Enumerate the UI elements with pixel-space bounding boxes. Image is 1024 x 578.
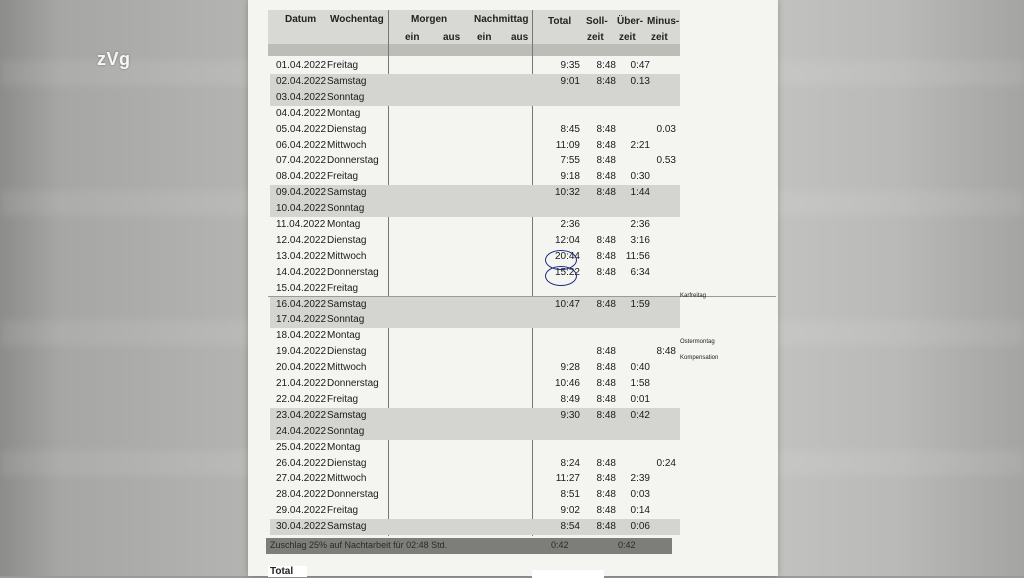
weekday-cell: Freitag <box>327 60 359 71</box>
total-cell: 12:04 <box>554 234 580 246</box>
note-kompensation: Kompensation <box>680 355 719 361</box>
summary-uber: 0:42 <box>618 540 636 550</box>
weekday-cell: Freitag <box>327 282 359 294</box>
total-cell: 9:02 <box>560 505 580 517</box>
date-cell: 27.04.2022 <box>276 473 327 485</box>
weekday-cell: Sonntag <box>327 425 365 437</box>
weekday-cell: Donnerstag <box>327 155 379 167</box>
uber-cell: 1:44 <box>630 187 650 199</box>
weekday-cell: Donnerstag <box>327 378 379 389</box>
header-minus: Minus- <box>647 16 680 27</box>
uber-cell: 2:39 <box>630 473 650 485</box>
header-ein-morgen: ein <box>405 32 420 43</box>
date-cell: 04.04.2022 <box>276 107 327 119</box>
total-cell: 9:28 <box>560 362 580 374</box>
soll-cell: 8:48 <box>596 505 616 517</box>
summary-label: Zuschlag 25% auf Nachtarbeit für 02:48 Std. <box>270 540 448 550</box>
weekday-cell: Samstag <box>327 521 367 533</box>
table-row <box>270 312 680 328</box>
soll-cell: 8:48 <box>596 171 616 183</box>
date-cell: 22.04.2022 <box>276 393 327 405</box>
date-cell: 15.04.2022 <box>276 282 327 294</box>
soll-cell: 8:48 <box>596 346 616 358</box>
table-row <box>270 265 680 281</box>
header-wochentag: Wochentag <box>330 14 384 25</box>
date-cell: 06.04.2022 <box>276 139 327 151</box>
uber-cell: 0:14 <box>630 505 650 517</box>
minus-cell: 0:24 <box>656 457 676 469</box>
soll-cell: 8:48 <box>596 521 616 533</box>
header-aus-nachmittag: aus <box>511 32 529 43</box>
weekday-cell: Montag <box>327 107 361 119</box>
date-cell: 13.04.2022 <box>276 250 327 262</box>
weekday-cell: Donnerstag <box>327 266 379 278</box>
table-row <box>270 297 680 313</box>
soll-cell: 8:48 <box>596 457 616 469</box>
weekday-cell: Freitag <box>327 393 359 405</box>
date-cell: 02.04.2022 <box>276 75 327 87</box>
total-cell: 7:55 <box>560 155 580 167</box>
header-total: Total <box>548 16 572 27</box>
soll-cell: 8:48 <box>596 234 616 246</box>
date-cell: 24.04.2022 <box>276 425 327 437</box>
total-cell: 10:32 <box>554 187 580 199</box>
header-aus-morgen: aus <box>443 32 461 43</box>
table-row <box>270 519 680 535</box>
table-row <box>270 328 680 344</box>
total-value-box <box>532 570 604 578</box>
table-row <box>270 487 680 503</box>
note-karfreitag: Karfreitag <box>680 293 707 299</box>
table-row <box>270 122 680 138</box>
soll-cell: 8:48 <box>596 409 616 421</box>
uber-cell: 0.13 <box>630 75 650 87</box>
date-cell: 20.04.2022 <box>276 362 327 374</box>
uber-cell: 1:58 <box>630 378 650 389</box>
total-cell: 9:35 <box>560 60 580 71</box>
soll-cell: 8:48 <box>596 393 616 405</box>
table-row <box>270 456 680 472</box>
weekday-cell: Dienstag <box>327 234 367 246</box>
weekday-cell: Sonntag <box>327 314 365 326</box>
header-minus-zeit: zeit <box>651 32 668 43</box>
date-cell: 25.04.2022 <box>276 441 327 453</box>
uber-cell: 11:56 <box>625 250 650 262</box>
total-cell: 8:45 <box>560 123 580 135</box>
table-row <box>270 503 680 519</box>
date-cell: 17.04.2022 <box>276 314 327 326</box>
table-row <box>270 408 680 424</box>
soll-cell: 8:48 <box>596 155 616 167</box>
date-cell: 10.04.2022 <box>276 203 327 215</box>
table-row <box>270 440 680 456</box>
date-cell: 29.04.2022 <box>276 505 327 517</box>
watermark: zVg <box>97 49 131 69</box>
weekday-cell: Montag <box>327 441 361 453</box>
table-row <box>270 233 680 249</box>
soll-cell: 8:48 <box>596 123 616 135</box>
total-cell: 9:01 <box>560 75 580 87</box>
weekday-cell: Sonntag <box>327 91 365 103</box>
total-label: Total <box>268 566 307 577</box>
header-soll: Soll- <box>586 16 608 27</box>
soll-cell: 8:48 <box>596 266 616 278</box>
weekday-cell: Mittwoch <box>327 139 367 151</box>
header-datum: Datum <box>285 14 317 25</box>
weekday-cell: Samstag <box>327 187 367 199</box>
total-cell: 10:47 <box>554 298 580 310</box>
weekday-cell: Samstag <box>327 409 367 421</box>
minus-cell: 8:48 <box>656 346 676 358</box>
weekday-cell: Donnerstag <box>327 489 379 501</box>
table-row <box>270 153 680 169</box>
table-row <box>270 201 680 217</box>
timesheet-document <box>248 0 778 576</box>
table-row <box>270 217 680 233</box>
soll-cell: 8:48 <box>596 187 616 199</box>
soll-cell: 8:48 <box>596 60 616 71</box>
weekday-cell: Samstag <box>327 298 367 310</box>
header-uber-zeit: zeit <box>619 32 636 43</box>
uber-cell: 1:59 <box>630 298 650 310</box>
total-cell: 11:27 <box>555 473 580 485</box>
table-row <box>270 281 680 297</box>
weekday-cell: Freitag <box>327 171 359 183</box>
total-cell: 15:22 <box>554 266 580 278</box>
date-cell: 11.04.2022 <box>276 219 326 230</box>
header-soll-zeit: zeit <box>587 32 604 43</box>
summary-total: 0:42 <box>551 540 569 550</box>
header-ein-nachmittag: ein <box>477 32 492 43</box>
weekday-cell: Montag <box>327 330 361 342</box>
table-row <box>270 344 680 360</box>
soll-cell: 8:48 <box>596 298 616 310</box>
uber-cell: 0:40 <box>630 362 650 374</box>
table-row <box>270 376 680 392</box>
date-cell: 19.04.2022 <box>276 346 327 358</box>
total-cell: 20:44 <box>554 250 580 262</box>
header-separator <box>268 44 680 56</box>
total-cell: 11:09 <box>555 139 580 151</box>
date-cell: 03.04.2022 <box>276 91 327 103</box>
date-cell: 05.04.2022 <box>276 123 327 135</box>
header-morgen: Morgen <box>411 14 448 25</box>
weekday-cell: Sonntag <box>327 203 365 215</box>
weekday-cell: Mittwoch <box>327 473 367 485</box>
total-cell: 9:30 <box>560 409 580 421</box>
soll-cell: 8:48 <box>596 75 616 87</box>
circle-annotation <box>545 266 577 286</box>
uber-cell: 3:16 <box>630 234 650 246</box>
summary-row <box>266 538 672 554</box>
table-row <box>270 471 680 487</box>
table-row <box>270 185 680 201</box>
minus-cell: 0.53 <box>656 155 676 167</box>
date-cell: 08.04.2022 <box>276 171 327 183</box>
total-cell: 10:46 <box>554 378 580 389</box>
uber-cell: 0:03 <box>630 489 650 501</box>
table-row <box>270 58 680 74</box>
uber-cell: 0:01 <box>630 393 650 405</box>
date-cell: 18.04.2022 <box>276 330 327 342</box>
table-row <box>270 74 680 90</box>
weekday-cell: Montag <box>327 219 361 230</box>
date-cell: 12.04.2022 <box>276 234 327 246</box>
soll-cell: 8:48 <box>596 489 616 501</box>
date-cell: 21.04.2022 <box>276 378 327 389</box>
date-cell: 14.04.2022 <box>276 266 327 278</box>
total-cell: 8:24 <box>560 457 580 469</box>
table-row <box>270 169 680 185</box>
total-cell: 8:54 <box>560 521 580 533</box>
table-row <box>270 106 680 122</box>
date-cell: 01.04.2022 <box>276 60 327 71</box>
soll-cell: 8:48 <box>596 250 616 262</box>
date-cell: 09.04.2022 <box>276 187 327 199</box>
uber-cell: 0:47 <box>630 60 650 71</box>
total-cell: 9:18 <box>560 171 580 183</box>
weekday-cell: Samstag <box>327 75 367 87</box>
header-uber: Über- <box>617 16 644 27</box>
uber-cell: 0:30 <box>630 171 650 183</box>
table-row <box>270 424 680 440</box>
table-row <box>270 392 680 408</box>
uber-cell: 0:42 <box>630 409 650 421</box>
note-ostermontag: Ostermontag <box>680 339 715 345</box>
uber-cell: 2:21 <box>630 139 650 151</box>
weekday-cell: Dienstag <box>327 346 367 358</box>
weekday-cell: Dienstag <box>327 457 367 469</box>
total-cell: 8:51 <box>560 489 580 501</box>
minus-cell: 0.03 <box>656 123 676 135</box>
soll-cell: 8:48 <box>596 378 616 389</box>
header-nachmittag: Nachmittag <box>474 14 529 25</box>
table-row <box>270 138 680 154</box>
uber-cell: 6:34 <box>630 266 650 278</box>
soll-cell: 8:48 <box>596 139 616 151</box>
date-cell: 26.04.2022 <box>276 457 327 469</box>
date-cell: 16.04.2022 <box>276 298 327 310</box>
uber-cell: 0:06 <box>630 521 650 533</box>
soll-cell: 8:48 <box>596 362 616 374</box>
weekday-cell: Mittwoch <box>327 250 367 262</box>
date-cell: 28.04.2022 <box>276 489 327 501</box>
date-cell: 07.04.2022 <box>276 155 327 167</box>
date-cell: 30.04.2022 <box>276 521 327 533</box>
total-cell: 2:36 <box>560 219 580 230</box>
total-cell: 8:49 <box>560 393 580 405</box>
uber-cell: 2:36 <box>630 219 650 230</box>
table-row <box>270 90 680 106</box>
weekday-cell: Freitag <box>327 505 359 517</box>
weekday-cell: Mittwoch <box>327 362 367 374</box>
date-cell: 23.04.2022 <box>276 409 327 421</box>
soll-cell: 8:48 <box>596 473 616 485</box>
table-row <box>270 360 680 376</box>
weekday-cell: Dienstag <box>327 123 367 135</box>
table-row <box>270 249 680 265</box>
